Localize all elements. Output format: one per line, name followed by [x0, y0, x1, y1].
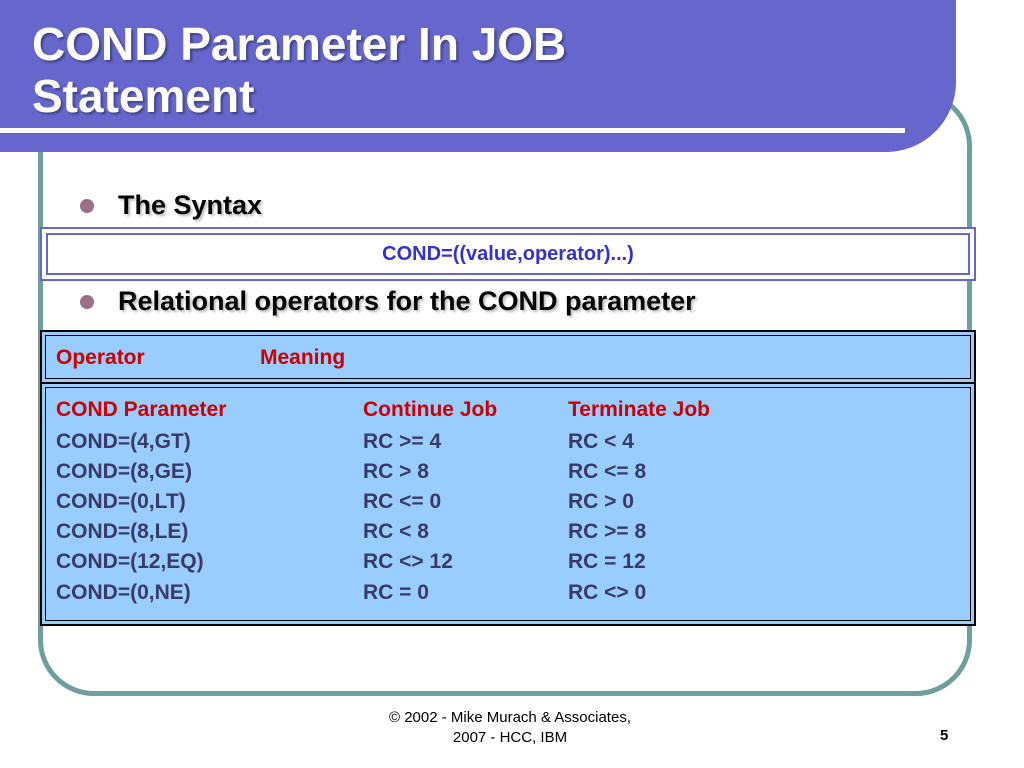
operator-table-border [45, 335, 971, 379]
cond-table [40, 382, 976, 626]
title-line-1: COND Parameter In JOB [32, 18, 567, 70]
operator-header: Operator [56, 346, 145, 369]
cond-parameter-cell: COND=(8,GE) [56, 460, 192, 483]
cond-parameter-header: COND Parameter [56, 398, 227, 421]
continue-job-cell: RC = 0 [363, 581, 429, 604]
terminate-job-cell: RC >= 8 [568, 520, 647, 543]
copyright-footer [350, 708, 670, 748]
continue-job-cell: RC <= 0 [363, 490, 442, 513]
syntax-box [40, 227, 976, 281]
bullet-dot-icon [80, 199, 94, 213]
bullet-operators-text: Relational operators for the COND parameter [118, 286, 696, 316]
continue-job-cell: RC > 8 [363, 460, 429, 483]
bullet-dot-icon [80, 295, 94, 309]
terminate-job-cell: RC <> 0 [568, 581, 647, 604]
cond-table-header-row [42, 398, 974, 428]
table-row [42, 430, 974, 460]
table-row [42, 460, 974, 490]
continue-job-cell: RC >= 4 [363, 430, 442, 453]
cond-parameter-cell: COND=(8,LE) [56, 520, 189, 543]
meaning-header: Meaning [260, 346, 346, 369]
title-line-2: Statement [32, 70, 255, 122]
terminate-job-header: Terminate Job [568, 398, 710, 421]
terminate-job-cell: RC = 12 [568, 550, 646, 573]
table-row [42, 490, 974, 520]
operator-table [40, 330, 976, 384]
terminate-job-cell: RC < 4 [568, 430, 634, 453]
slide-title [32, 18, 566, 122]
cond-parameter-cell: COND=(0,LT) [56, 490, 186, 513]
continue-job-cell: RC <> 12 [363, 550, 453, 573]
title-underline [0, 128, 905, 133]
footer-line-1: © 2002 - Mike Murach & Associates, [389, 709, 631, 726]
title-band [0, 0, 956, 152]
continue-job-cell: RC < 8 [363, 520, 429, 543]
bullet-syntax-text: The Syntax [118, 190, 263, 220]
cond-parameter-cell: COND=(0,NE) [56, 581, 191, 604]
cond-parameter-cell: COND=(12,EQ) [56, 550, 204, 573]
table-row [42, 520, 974, 550]
syntax-text: COND=((value,operator)...) [46, 233, 970, 275]
terminate-job-cell: RC > 0 [568, 490, 634, 513]
table-row [42, 581, 974, 611]
footer-line-2: 2007 - HCC, IBM [452, 729, 568, 746]
bullet-operators [80, 286, 696, 317]
page-number: 5 [940, 727, 949, 744]
cond-parameter-cell: COND=(4,GT) [56, 430, 191, 453]
continue-job-header: Continue Job [363, 398, 498, 421]
bullet-syntax [80, 190, 262, 221]
terminate-job-cell: RC <= 8 [568, 460, 647, 483]
table-row [42, 550, 974, 580]
